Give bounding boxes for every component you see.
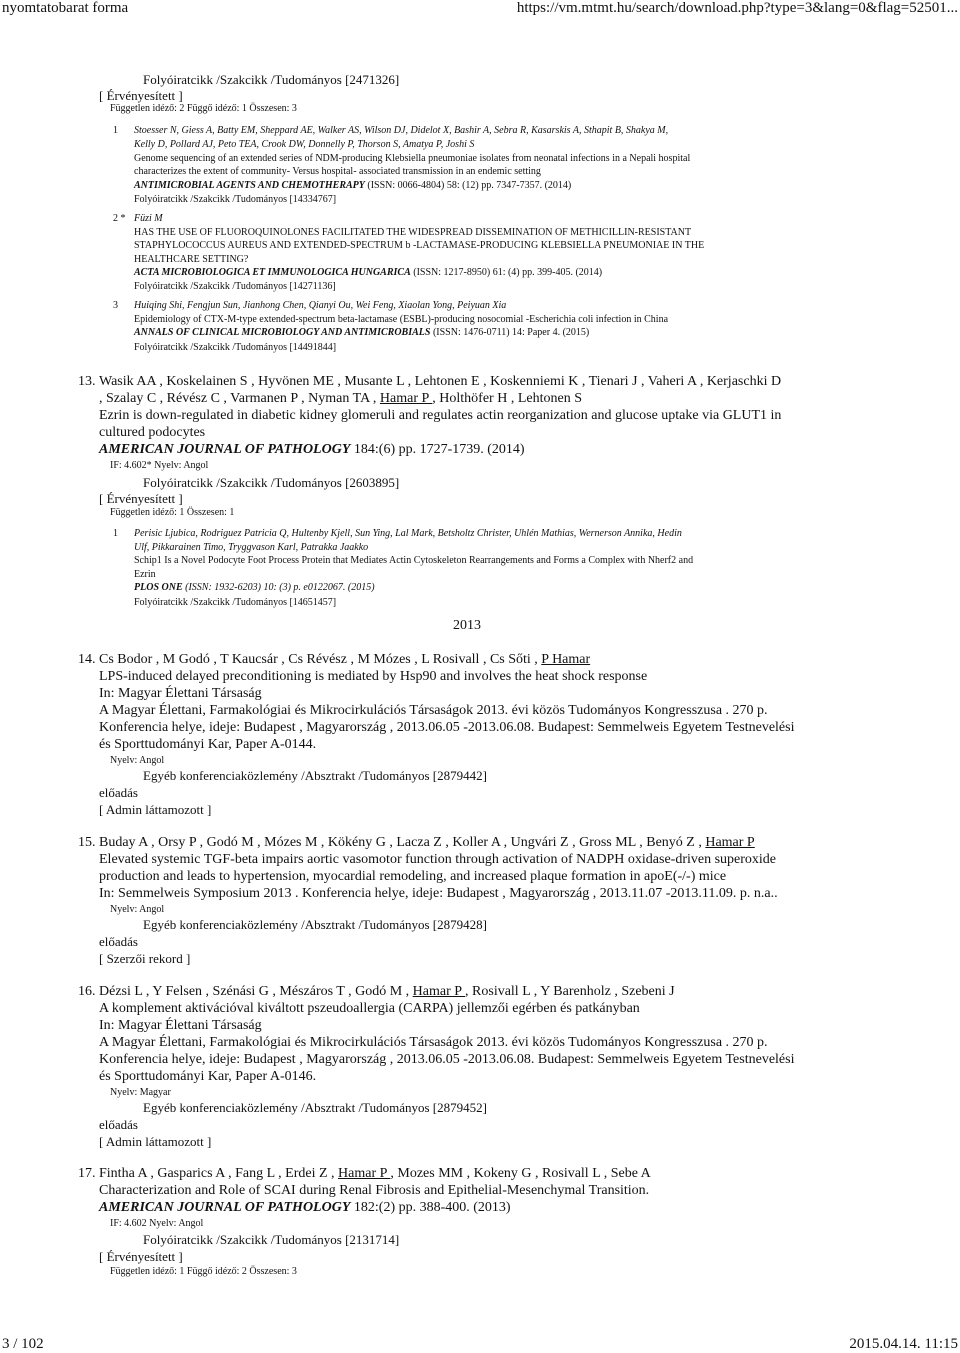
author-link[interactable]: P Hamar bbox=[541, 652, 591, 667]
entry-number: 13. bbox=[78, 374, 96, 389]
citation-title: Ezrin bbox=[134, 569, 156, 580]
validation-status: [ Érvényesített ] bbox=[99, 491, 183, 506]
citation-authors: Füzi M bbox=[134, 213, 163, 224]
year-heading: 2013 bbox=[453, 618, 481, 633]
entry-source: Konferencia helye, ideje: Budapest , Magyarország , 2013.06.05 -2013.06.08. Budapest: Semmelweis Egyetem Testnevelési bbox=[99, 720, 795, 735]
citation-authors: Kelly D, Pollard AJ, Peto TEA, Crook DW, Donnelly P, Thorson S, Amatya P, Joshi S bbox=[134, 139, 475, 150]
citation-type: Folyóiratcikk /Szakcikk /Tudományos [14491844] bbox=[134, 342, 337, 353]
entry-journal: AMERICAN JOURNAL OF PATHOLOGY bbox=[99, 1200, 351, 1215]
entry-authors bbox=[99, 653, 590, 667]
citation-journal-details: (ISSN: 1217-8950) 61: (4) pp. 399-405. (2014) bbox=[410, 267, 603, 278]
citation-authors: Perisic Ljubica, Rodriguez Patricia Q, Hultenby Kjell, Sun Ying, Lal Mark, Betsholtz Christer, Uhlén Mathias, Wernerson Annika, Hedin bbox=[134, 528, 682, 539]
validation-status: [ Érvényesített ] bbox=[99, 88, 183, 103]
citation-type: Folyóiratcikk /Szakcikk /Tudományos [14271136] bbox=[134, 281, 336, 292]
author-list: Dézsi L , Y Felsen , Szénási G , Mészáros T , Godó M , bbox=[99, 984, 413, 999]
citation-journal-line bbox=[134, 328, 589, 338]
entry-title: A komplement aktivációval kiváltott pszeudoallergia (CARPA) jellemzői egérben és patkányban bbox=[99, 1001, 640, 1016]
citation-title: Schip1 Is a Novel Podocyte Foot Process Protein that Mediates Actin Cytoskeleton Rearrangements and Forms a Complex with Nherf2 and bbox=[134, 555, 694, 566]
print-datetime: 2015.04.14. 11:15 bbox=[849, 1336, 958, 1352]
entry-authors bbox=[99, 1167, 651, 1181]
author-list: , Rosivall L , Y Barenholz , Szebeni J bbox=[465, 984, 675, 999]
author-list: Buday A , Orsy P , Godó M , Mózes M , Kökény G , Lacza Z , Koller A , Ungvári Z , Gross ML , Benyó Z , bbox=[99, 835, 706, 850]
entry-source: A Magyar Élettani, Farmakológiai és Mikrocirkulációs Társaságok 2013. évi közös Tudományos Kongresszusa . 270 p. bbox=[99, 1035, 768, 1050]
entry-language: Nyelv: Angol bbox=[110, 904, 165, 915]
citation-authors: Ulf, Pikkarainen Timo, Tryggvason Karl, Patrakka Jaakko bbox=[134, 542, 369, 553]
presentation-kind: előadás bbox=[99, 934, 138, 949]
entry-title: Characterization and Role of SCAI during Renal Fibrosis and Epithelial-Mesenchymal Transition. bbox=[99, 1183, 650, 1198]
author-list: , Holthöfer H , Lehtonen S bbox=[432, 391, 582, 406]
citation-journal: ANTIMICROBIAL AGENTS AND CHEMOTHERAPY bbox=[134, 180, 365, 191]
validation-status: [ Érvényesített ] bbox=[99, 1249, 183, 1264]
impact-factor-language: IF: 4.602 Nyelv: Angol bbox=[110, 1218, 204, 1229]
citation-number: 3 bbox=[113, 300, 118, 311]
presentation-kind: előadás bbox=[99, 785, 138, 800]
validation-status: [ Szerzői rekord ] bbox=[99, 951, 191, 966]
citation-journal: ACTA MICROBIOLOGICA ET IMMUNOLOGICA HUNGARICA bbox=[134, 267, 411, 278]
author-link[interactable]: Hamar P bbox=[705, 835, 755, 850]
entry-language: Nyelv: Angol bbox=[110, 755, 165, 766]
entry-journal-line bbox=[99, 1201, 511, 1215]
publication-type: Egyéb konferenciaközlemény /Absztrakt /Tudományos [2879442] bbox=[143, 768, 487, 783]
citation-number: 2 * bbox=[113, 213, 126, 224]
citation-authors: Stoesser N, Giess A, Batty EM, Sheppard AE, Walker AS, Wilson DJ, Didelot X, Bashir A, Sebra R, Kasarskis A, Sthapit B, Shakya M, bbox=[134, 125, 669, 136]
entry-number: 14. bbox=[78, 652, 96, 667]
entry-source: Konferencia helye, ideje: Budapest , Magyarország , 2013.06.05 -2013.06.08. Budapest: Semmelweis Egyetem Testnevelési bbox=[99, 1052, 795, 1067]
entry-source: In: Magyar Élettani Társaság bbox=[99, 1018, 262, 1033]
citation-journal-line bbox=[134, 268, 602, 278]
citation-journal-line bbox=[134, 181, 571, 191]
entry-authors bbox=[99, 985, 675, 999]
citation-journal-details: (ISSN: 1476-0711) 14: Paper 4. (2015) bbox=[430, 327, 590, 338]
entry-source: A Magyar Élettani, Farmakológiai és Mikrocirkulációs Társaságok 2013. évi közös Tudományos Kongresszusa . 270 p. bbox=[99, 703, 768, 718]
entry-journal: AMERICAN JOURNAL OF PATHOLOGY bbox=[99, 442, 351, 457]
citation-journal: PLOS ONE bbox=[134, 582, 183, 593]
author-link[interactable]: Hamar P bbox=[379, 391, 433, 406]
author-list: Cs Bodor , M Godó , T Kaucsár , Cs Révész , M Mózes , L Rosivall , Cs Sőti , bbox=[99, 652, 542, 667]
entry-authors bbox=[99, 836, 755, 850]
entry-number: 17. bbox=[78, 1166, 96, 1181]
entry-language: Nyelv: Magyar bbox=[110, 1087, 171, 1098]
citation-counts: Független idéző: 1 Függő idéző: 2 Összesen: 3 bbox=[110, 1266, 297, 1277]
author-list: , Mozes MM , Kokeny G , Rosivall L , Sebe A bbox=[390, 1166, 651, 1181]
validation-status: [ Admin láttamozott ] bbox=[99, 1134, 212, 1149]
citation-type: Folyóiratcikk /Szakcikk /Tudományos [14334767] bbox=[134, 194, 337, 205]
publication-type: Folyóiratcikk /Szakcikk /Tudományos [2471326] bbox=[143, 72, 400, 87]
citation-type: Folyóiratcikk /Szakcikk /Tudományos [14651457] bbox=[134, 597, 337, 608]
print-header-title: nyomtatobarat forma bbox=[2, 0, 129, 16]
entry-source: és Sporttudományi Kar, Paper A-0146. bbox=[99, 1069, 317, 1084]
author-list: , Szalay C , Révész C , Varmanen P , Nyman TA , bbox=[99, 391, 380, 406]
presentation-kind: előadás bbox=[99, 1117, 138, 1132]
author-link[interactable]: Hamar P bbox=[338, 1166, 391, 1181]
entry-journal-line bbox=[99, 443, 525, 457]
author-list: Fintha A , Gasparics A , Fang L , Erdei Z , bbox=[99, 1166, 339, 1181]
entry-title: cultured podocytes bbox=[99, 425, 206, 440]
citation-journal-details: (ISSN: 0066-4804) 58: (12) pp. 7347-7357. (2014) bbox=[364, 180, 572, 191]
validation-status: [ Admin láttamozott ] bbox=[99, 802, 212, 817]
entry-number: 16. bbox=[78, 984, 96, 999]
citation-journal-details: (ISSN: 1932-6203) 10: (3) p. e0122067. (2015) bbox=[182, 582, 375, 593]
citation-counts: Független idéző: 1 Összesen: 1 bbox=[110, 507, 235, 518]
citation-title: HAS THE USE OF FLUOROQUINOLONES FACILITATED THE WIDESPREAD DISSEMINATION OF METHICILLIN-RESISTANT bbox=[134, 227, 692, 238]
citation-title: Genome sequencing of an extended series of NDM-producing Klebsiella pneumoniae isolates from neonatal infections in a Nepali hospital bbox=[134, 153, 691, 164]
entry-title: LPS-induced delayed preconditioning is mediated by Hsp90 and involves the heat shock response bbox=[99, 669, 648, 684]
entry-journal-details: 184:(6) pp. 1727-1739. (2014) bbox=[350, 442, 525, 457]
publication-type: Folyóiratcikk /Szakcikk /Tudományos [2603895] bbox=[143, 475, 400, 490]
entry-title: production and leads to hypertension, myocardial remodeling, and increased plaque formation in apoE(-/-) mice bbox=[99, 869, 727, 884]
citation-authors: Huiqing Shi, Fengjun Sun, Jianhong Chen, Qianyi Ou, Wei Feng, Xiaolan Yong, Peiyuan Xia bbox=[134, 300, 507, 311]
citation-counts: Független idéző: 2 Függő idéző: 1 Összesen: 3 bbox=[110, 103, 297, 114]
citation-journal-line bbox=[134, 583, 375, 593]
impact-factor-language: IF: 4.602* Nyelv: Angol bbox=[110, 460, 209, 471]
print-header-url: https://vm.mtmt.hu/search/download.php?type=3&lang=0&flag=52501... bbox=[516, 0, 958, 16]
publication-type: Egyéb konferenciaközlemény /Absztrakt /Tudományos [2879452] bbox=[143, 1100, 487, 1115]
citation-title: Epidemiology of CTX-M-type extended-spectrum beta-lactamase (ESBL)-producing nosocomial -Escherichia coli infection in China bbox=[134, 314, 669, 325]
citation-title: HEALTHCARE SETTING? bbox=[134, 254, 249, 265]
entry-authors bbox=[99, 392, 582, 406]
page-number: 3 / 102 bbox=[2, 1336, 44, 1352]
citation-title: characterizes the extent of community- Versus hospital- associated transmission in an endemic setting bbox=[134, 166, 541, 177]
publication-type: Egyéb konferenciaközlemény /Absztrakt /Tudományos [2879428] bbox=[143, 917, 487, 932]
entry-number: 15. bbox=[78, 835, 96, 850]
entry-journal-details: 182:(2) pp. 388-400. (2013) bbox=[350, 1200, 511, 1215]
entry-title: Ezrin is down-regulated in diabetic kidney glomeruli and regulates actin reorganization and glucose uptake via GLUT1 in bbox=[99, 408, 782, 423]
citation-number: 1 bbox=[113, 528, 118, 539]
citation-title: STAPHYLOCOCCUS AUREUS AND EXTENDED-SPECTRUM b -LACTAMASE-PRODUCING KLEBSIELLA PNEUMONIAE IN THE bbox=[134, 240, 705, 251]
citation-journal: ANNALS OF CLINICAL MICROBIOLOGY AND ANTIMICROBIALS bbox=[134, 327, 431, 338]
entry-authors: Wasik AA , Koskelainen S , Hyvönen ME , Musante L , Lehtonen E , Koskenniemi K , Tienari J , Vaheri A , Kerjaschki D bbox=[99, 374, 782, 389]
author-link[interactable]: Hamar P bbox=[412, 984, 466, 999]
entry-source: In: Magyar Élettani Társaság bbox=[99, 686, 262, 701]
publication-type: Folyóiratcikk /Szakcikk /Tudományos [2131714] bbox=[143, 1232, 400, 1247]
entry-source: és Sporttudományi Kar, Paper A-0144. bbox=[99, 737, 317, 752]
entry-source: In: Semmelweis Symposium 2013 . Konferencia helye, ideje: Budapest , Magyarország , 2013.11.07 -2013.11.09. p. n.a.. bbox=[99, 886, 778, 901]
entry-title: Elevated systemic TGF-beta impairs aortic vasomotor function through activation of NADPH oxidase-driven superoxide bbox=[99, 852, 777, 867]
citation-number: 1 bbox=[113, 125, 118, 136]
